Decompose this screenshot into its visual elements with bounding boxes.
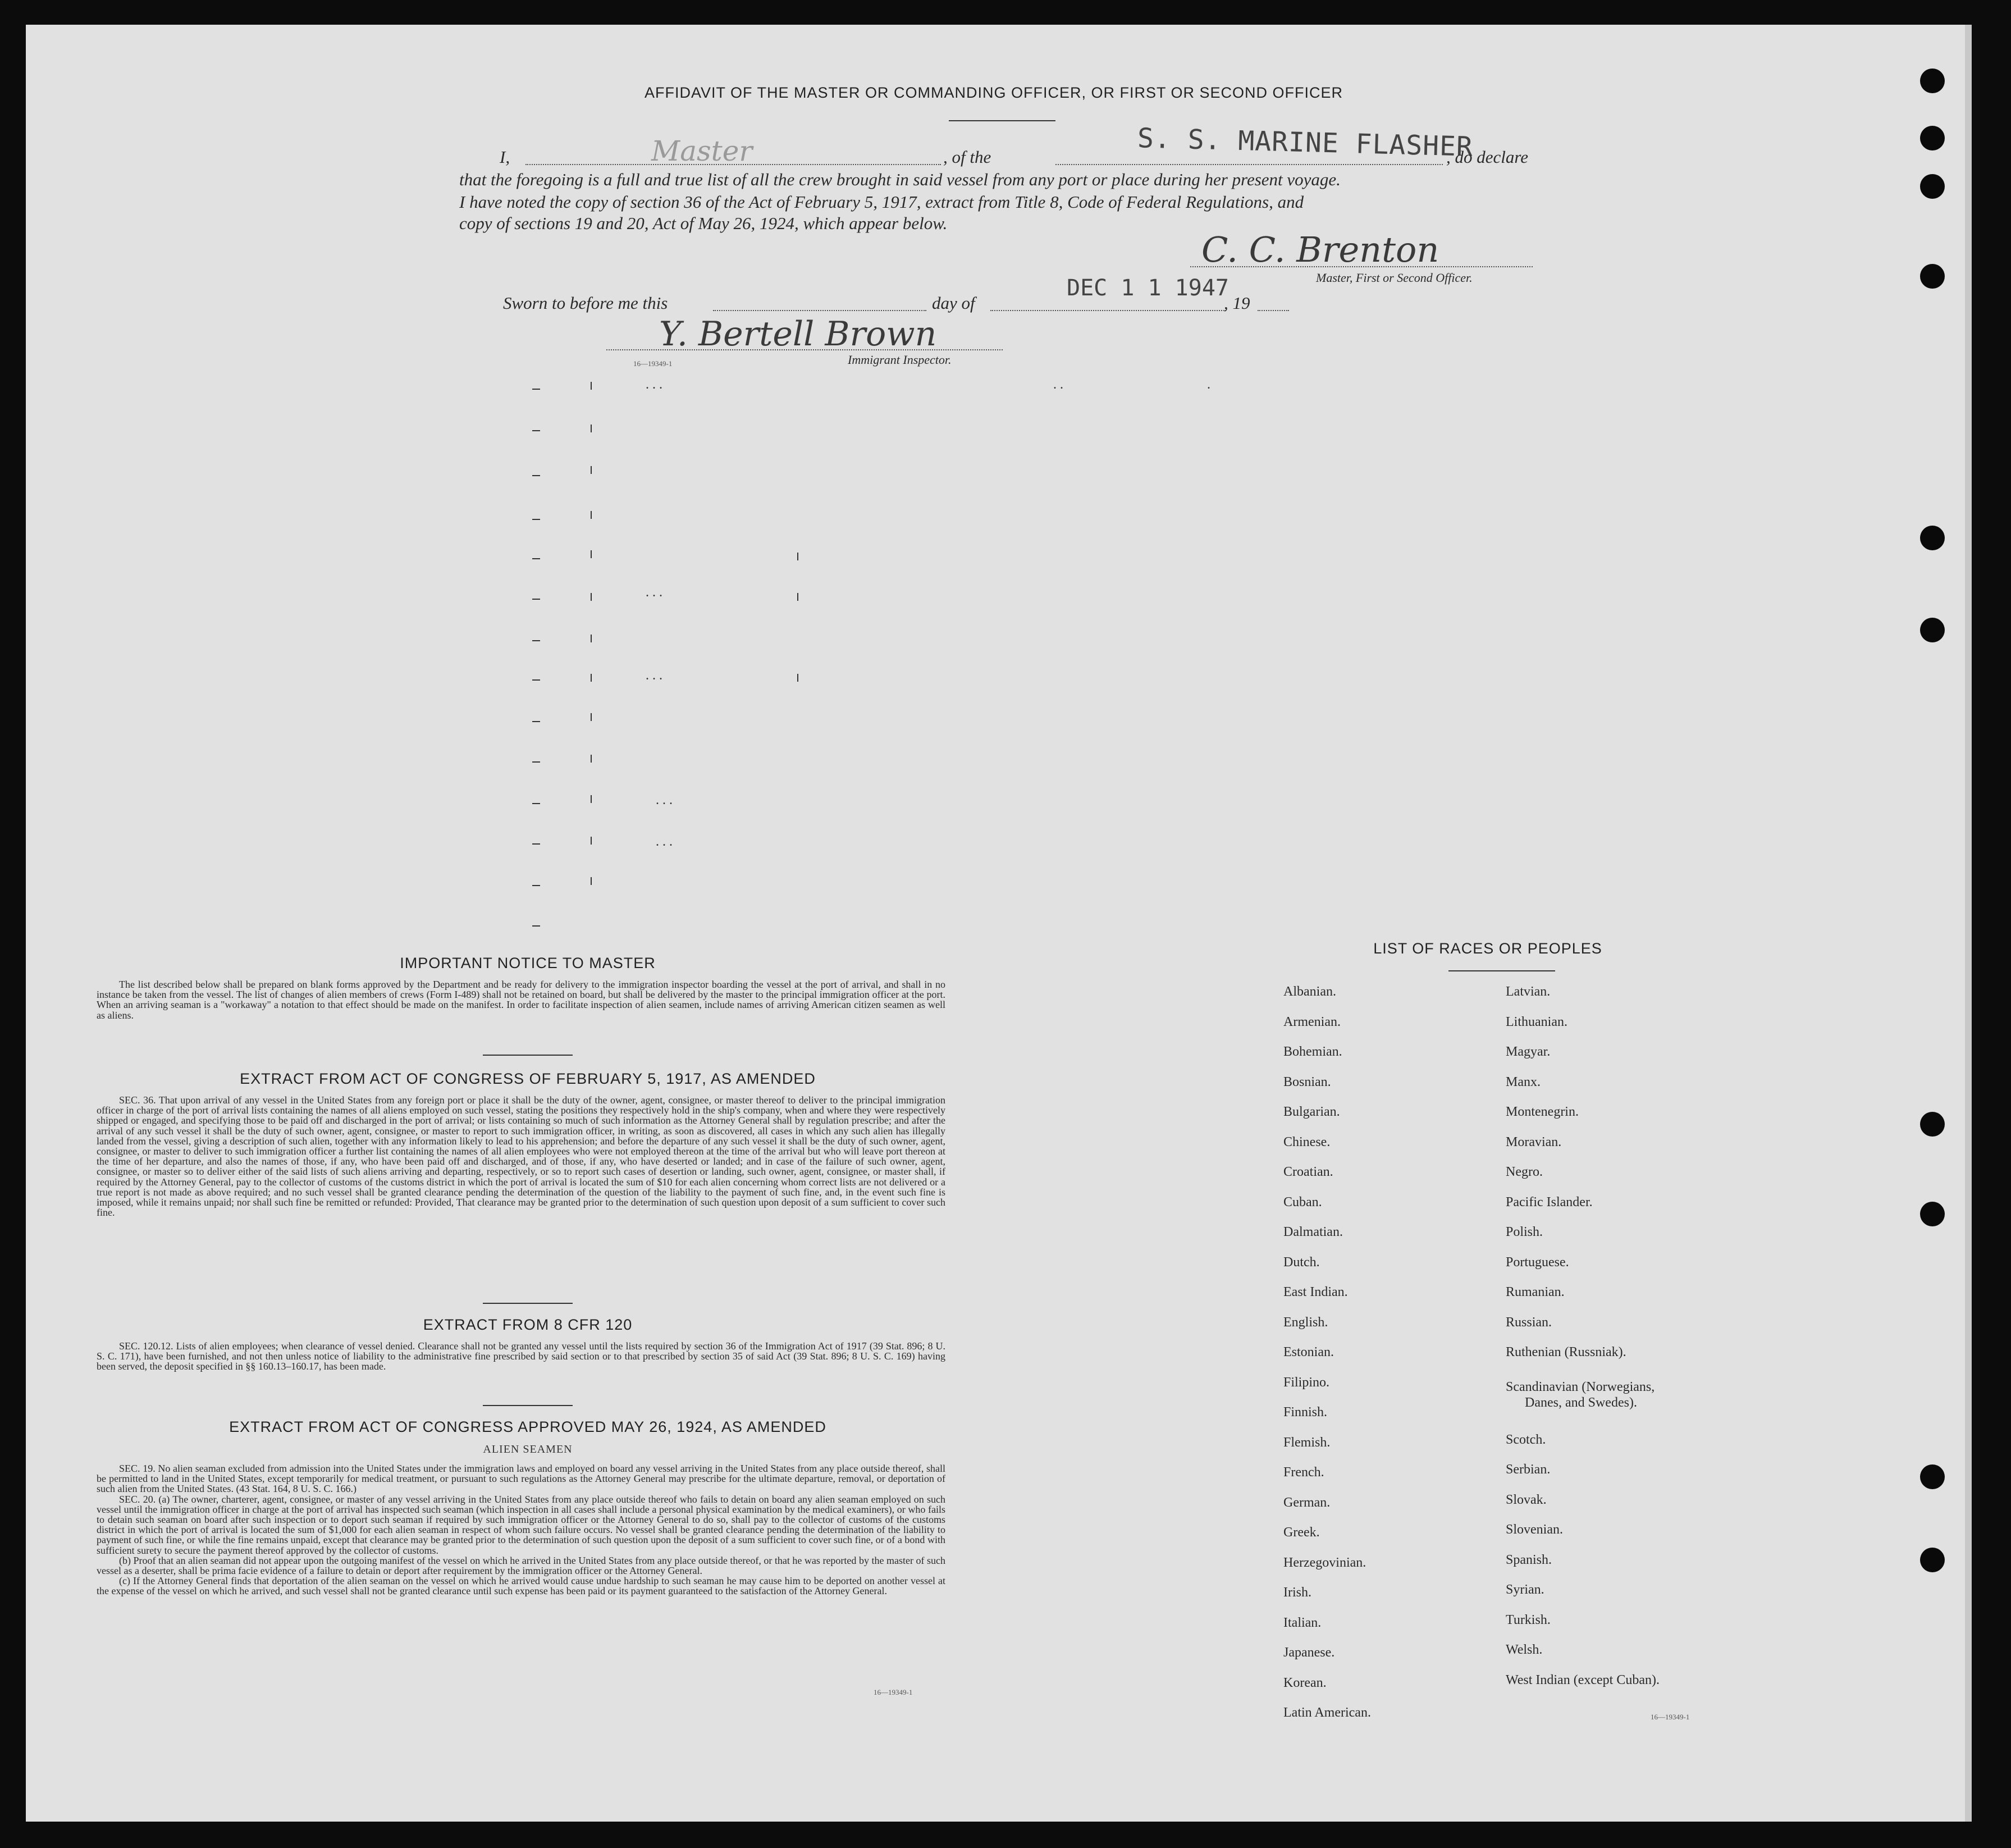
binder-hole — [1920, 1112, 1945, 1137]
race-item: Herzegovinian. — [1283, 1555, 1366, 1570]
inspector-caption: Immigrant Inspector. — [848, 353, 952, 367]
race-item: Chinese. — [1283, 1134, 1331, 1149]
race-item: Greek. — [1283, 1525, 1320, 1540]
race-item: Danes, and Swedes). — [1525, 1395, 1637, 1410]
year-line — [1258, 310, 1289, 311]
year-prefix: , 19 — [1224, 293, 1250, 313]
sworn-label: Sworn to before me this — [503, 293, 668, 313]
date-stamp: DEC 1 1 1947 — [1067, 275, 1229, 301]
race-item: Japanese. — [1283, 1645, 1335, 1660]
officer-caption: Master, First or Second Officer. — [1316, 271, 1473, 285]
extract-cfr-heading: EXTRACT FROM 8 CFR 120 — [423, 1316, 633, 1333]
form-number: 16—19349-1 — [874, 1688, 913, 1696]
inspector-signature: Y. Bertell Brown — [659, 314, 937, 354]
race-item: Irish. — [1283, 1585, 1311, 1600]
notice-text — [97, 979, 945, 1020]
extract-1924-text — [97, 1463, 945, 1596]
affidavit-heading: AFFIDAVIT OF THE MASTER OR COMMANDING OFFICER, OR FIRST OR SECOND OFFICER — [644, 84, 1343, 101]
race-item: Latin American. — [1283, 1705, 1371, 1720]
race-item: Ruthenian (Russniak). — [1506, 1345, 1626, 1359]
race-item: Scandinavian (Norwegians, — [1506, 1379, 1655, 1394]
race-item: Flemish. — [1283, 1435, 1331, 1450]
affidavit-line-2: that the foregoing is a full and true list of all the crew brought in said vessel from any port or place during her present voyage. — [459, 170, 1341, 189]
race-item: Dutch. — [1283, 1254, 1320, 1270]
race-item: Slovak. — [1506, 1492, 1547, 1507]
race-item: Finnish. — [1283, 1405, 1328, 1420]
race-item: English. — [1283, 1315, 1328, 1330]
officer-signature: C. C. Brenton — [1201, 229, 1439, 270]
race-item: Syrian. — [1506, 1582, 1544, 1597]
race-item: Estonian. — [1283, 1345, 1334, 1359]
notice-paragraph: The list described below shall be prepared on blank forms approved by the Department and be ready for delivery to the immigration inspector boarding the vessel at the port of arrival, and shall in no instance be taken from the vessel. The list of changes of alien members of crews (Form I-489) shall not be retained on board, but shall be delivered by the master to the principal immigration officer at the port. When an arriving seaman is a "workaway" a notation to that effect should be made on the manifest. In order to facilitate inspection of alien seamen, include names of arriving American citizen seamen as well as aliens. — [97, 979, 945, 1021]
race-item: Cuban. — [1283, 1194, 1322, 1210]
race-item: Moravian. — [1506, 1134, 1562, 1149]
affidavit-of-the: , of the — [943, 147, 991, 167]
notice-heading: IMPORTANT NOTICE TO MASTER — [400, 955, 656, 971]
sec-120-paragraph: SEC. 120.12. Lists of alien employees; when clearance of vessel denied. Clearance shall not be granted any vessel until the lists required by section 36 of the Immigration Act of 1917 (39 Stat. 896; 8 U. S. C. 171), have been furnished, and not then unless notice of liability to the administrative fine prescribed by said section or to that prescribed by section 35 of said Act (39 Stat. 896; 8 U. S. C. 169) having been served, the deposit specified in §§ 160.13–160.17, has been made. — [97, 1340, 945, 1372]
sec-36-paragraph: SEC. 36. That upon arrival of any vessel in the United States from any foreign port or place it shall be the duty of the owner, agent, consignee, or master thereof to deliver to the principal immigration officer in charge of the port of arrival lists containing the names of all aliens employed on such vessel, stating the positions they respectively hold in the ship's company, when and where they were respectively shipped or engaged, and specifying those to be paid off and discharged in the port of arrival; or lists containing so much of such information as the Attorney General shall by regulation prescribe; and after the arrival of any such vessel it shall be the duty of such owner, agent, consignee, or master to report to such immigration officer, in writing, as soon as discovered, all cases in which any such alien has illegally landed from the vessel, giving a description of such alien, together with any information likely to lead to his apprehension; and before the departure of any such vessel it shall be the duty of such owner, agent, consignee, or master to deliver to such immigration officer a further list containing the names of all alien employees who were not employed thereon at the time of the arrival but who will leave port thereon at the time of her departure, and also the names of those, if any, who have been paid off and discharged, and of those, if any, who have deserted or landed; and in case of the failure of such owner, agent, consignee, or master so to deliver either of the said lists of such aliens arriving and departing, respectively, or so to report such cases of desertion or landing, such owner, agent, consignee, or master shall, if required by the Attorney General, pay to the collector of customs of the customs district in which the port of arrival is located the sum of $10 for each alien concerning whom correct lists are not delivered or a true report is not made as above required; and no such vessel shall be granted clearance pending the determination of the question of the liability to the payment of such fine, and, in the event such fine is imposed, while it remains unpaid; nor shall such fine be remitted or refunded: Provided, That clearance may be granted prior to the determination of such question upon deposit of a sum sufficient to cover such fine. — [97, 1094, 945, 1219]
binder-hole — [1920, 264, 1945, 289]
race-item: Croatian. — [1283, 1165, 1333, 1179]
race-item: Turkish. — [1506, 1612, 1551, 1627]
affidavit-do-declare: , do declare — [1446, 147, 1529, 167]
race-item: Welsh. — [1506, 1642, 1543, 1657]
page-edge — [1965, 25, 1972, 1822]
race-item: Spanish. — [1506, 1552, 1552, 1567]
binder-hole — [1920, 126, 1945, 150]
divider — [483, 1055, 573, 1056]
extract-1924-heading: EXTRACT FROM ACT OF CONGRESS APPROVED MAY 26, 1924, AS AMENDED — [229, 1418, 826, 1435]
sec-20b-paragraph: (b) Proof that an alien seaman did not appear upon the outgoing manifest of the vessel on which he arrived in the United States from any place outside thereof, or that he was reported by the master of such vessel as a deserter, shall be prima facie evidence of a failure to detain or deport after requirement by the immigration officer or the Attorney General. — [97, 1554, 945, 1577]
master-handwriting: Master — [651, 135, 753, 167]
sec-20c-paragraph: (c) If the Attorney General finds that deportation of the alien seaman on the vessel on which he arrived would cause undue hardship to such seaman he may cause him to be deported on another vessel at the expense of the vessel on which he arrived, and such vessel shall not be granted clearance until such expense has been paid or its payment guaranteed to the satisfaction of the Attorney General. — [97, 1575, 945, 1597]
affidavit-line-4: copy of sections 19 and 20, Act of May 26, 1924, which appear below. — [459, 213, 948, 233]
binder-hole — [1920, 69, 1945, 93]
race-item: Portuguese. — [1506, 1254, 1569, 1270]
race-item: French. — [1283, 1465, 1324, 1480]
race-item: Lithuanian. — [1506, 1014, 1567, 1029]
divider — [483, 1303, 573, 1304]
race-item: Bosnian. — [1283, 1074, 1331, 1089]
affidavit-i: I, — [500, 147, 510, 167]
race-item: Dalmatian. — [1283, 1225, 1343, 1239]
races-heading: LIST OF RACES OR PEOPLES — [1373, 940, 1602, 957]
inspector-line — [606, 349, 1003, 350]
extract-cfr-text — [97, 1341, 945, 1372]
race-item: Manx. — [1506, 1074, 1541, 1089]
vessel-name-stamp: S. S. MARINE FLASHER — [1137, 122, 1474, 163]
binder-hole — [1920, 1202, 1945, 1226]
divider — [483, 1405, 573, 1406]
affidavit-line-3: I have noted the copy of section 36 of the Act of February 5, 1917, extract from Title 8, Code of Federal Regulations, and — [459, 192, 1304, 212]
day-of-label: day of — [932, 293, 975, 313]
sworn-day-line — [713, 310, 926, 311]
race-item: East Indian. — [1283, 1285, 1348, 1299]
sec-20a-paragraph: SEC. 20. (a) The owner, charterer, agent, consignee, or master of any vessel arriving in the United States from any place outside thereof who fails to detain on board any alien seaman employed on such vessel until the immigration officer in charge at the port of arrival has inspected such seaman (which inspection in all cases shall include a personal physical examination by the medical examiners), or who fails to detain such seaman on board after such inspection or to deport such seaman if required by such immigration officer or the Attorney General to do so, shall pay to the collector of customs of the customs district in which the port of arrival is located the sum of $1,000 for each alien seaman in respect of whom such failure occurs. No vessel shall be granted clearance pending the determination of the liability to payment of such fine, or while the fine remains unpaid, except that clearance may be granted prior to the determination of such question upon the deposit of a sum sufficient to cover such fine, or of a bond with sufficient surety to secure the payment thereof approved by the collector of customs. — [97, 1493, 945, 1556]
alien-seamen-subheading: ALIEN SEAMEN — [483, 1443, 573, 1455]
extract-1917-text — [97, 1095, 945, 1217]
binder-hole — [1920, 526, 1945, 550]
race-item: Serbian. — [1506, 1462, 1551, 1477]
extract-1917-heading: EXTRACT FROM ACT OF CONGRESS OF FEBRUARY 5, 1917, AS AMENDED — [240, 1070, 816, 1087]
race-item: Armenian. — [1283, 1014, 1341, 1029]
binder-hole — [1920, 618, 1945, 642]
sworn-month-line — [990, 310, 1226, 311]
binder-hole — [1920, 1548, 1945, 1572]
race-item: Magyar. — [1506, 1044, 1551, 1059]
race-item: Negro. — [1506, 1165, 1543, 1179]
race-item: Montenegrin. — [1506, 1105, 1579, 1119]
form-number: 16—19349-1 — [1651, 1713, 1690, 1721]
race-item: Bulgarian. — [1283, 1105, 1340, 1119]
divider — [1448, 970, 1555, 971]
sec-19-paragraph: SEC. 19. No alien seaman excluded from admission into the United States under the immigration laws and employed on board any vessel arriving in the United States from any place outside thereof, shall be permitted to land in the United States, except temporarily for medical treatment, or pursuant to such regulations as the Attorney General may prescribe for the ultimate departure, removal, or deportation of such alien from the United States. (43 Stat. 164, 8 U. S. C. 166.) — [97, 1463, 945, 1495]
race-item: Latvian. — [1506, 984, 1551, 999]
form-number: 16—19349-1 — [633, 359, 673, 368]
divider — [949, 120, 1055, 121]
race-item: Polish. — [1506, 1225, 1543, 1239]
race-item: Italian. — [1283, 1615, 1322, 1630]
race-item: Albanian. — [1283, 984, 1336, 999]
binder-hole — [1920, 1464, 1945, 1489]
race-item: West Indian (except Cuban). — [1506, 1672, 1660, 1687]
race-item: Scotch. — [1506, 1432, 1546, 1447]
race-item: Pacific Islander. — [1506, 1194, 1593, 1210]
race-item: Bohemian. — [1283, 1044, 1342, 1059]
race-item: Korean. — [1283, 1675, 1327, 1690]
race-item: Filipino. — [1283, 1375, 1330, 1390]
binder-hole — [1920, 174, 1945, 199]
race-item: Russian. — [1506, 1315, 1552, 1330]
race-item: Slovenian. — [1506, 1522, 1563, 1537]
race-item: Rumanian. — [1506, 1285, 1565, 1299]
officer-signature-line — [1190, 266, 1533, 267]
race-item: German. — [1283, 1495, 1331, 1510]
vessel-fill-line — [1055, 164, 1443, 165]
